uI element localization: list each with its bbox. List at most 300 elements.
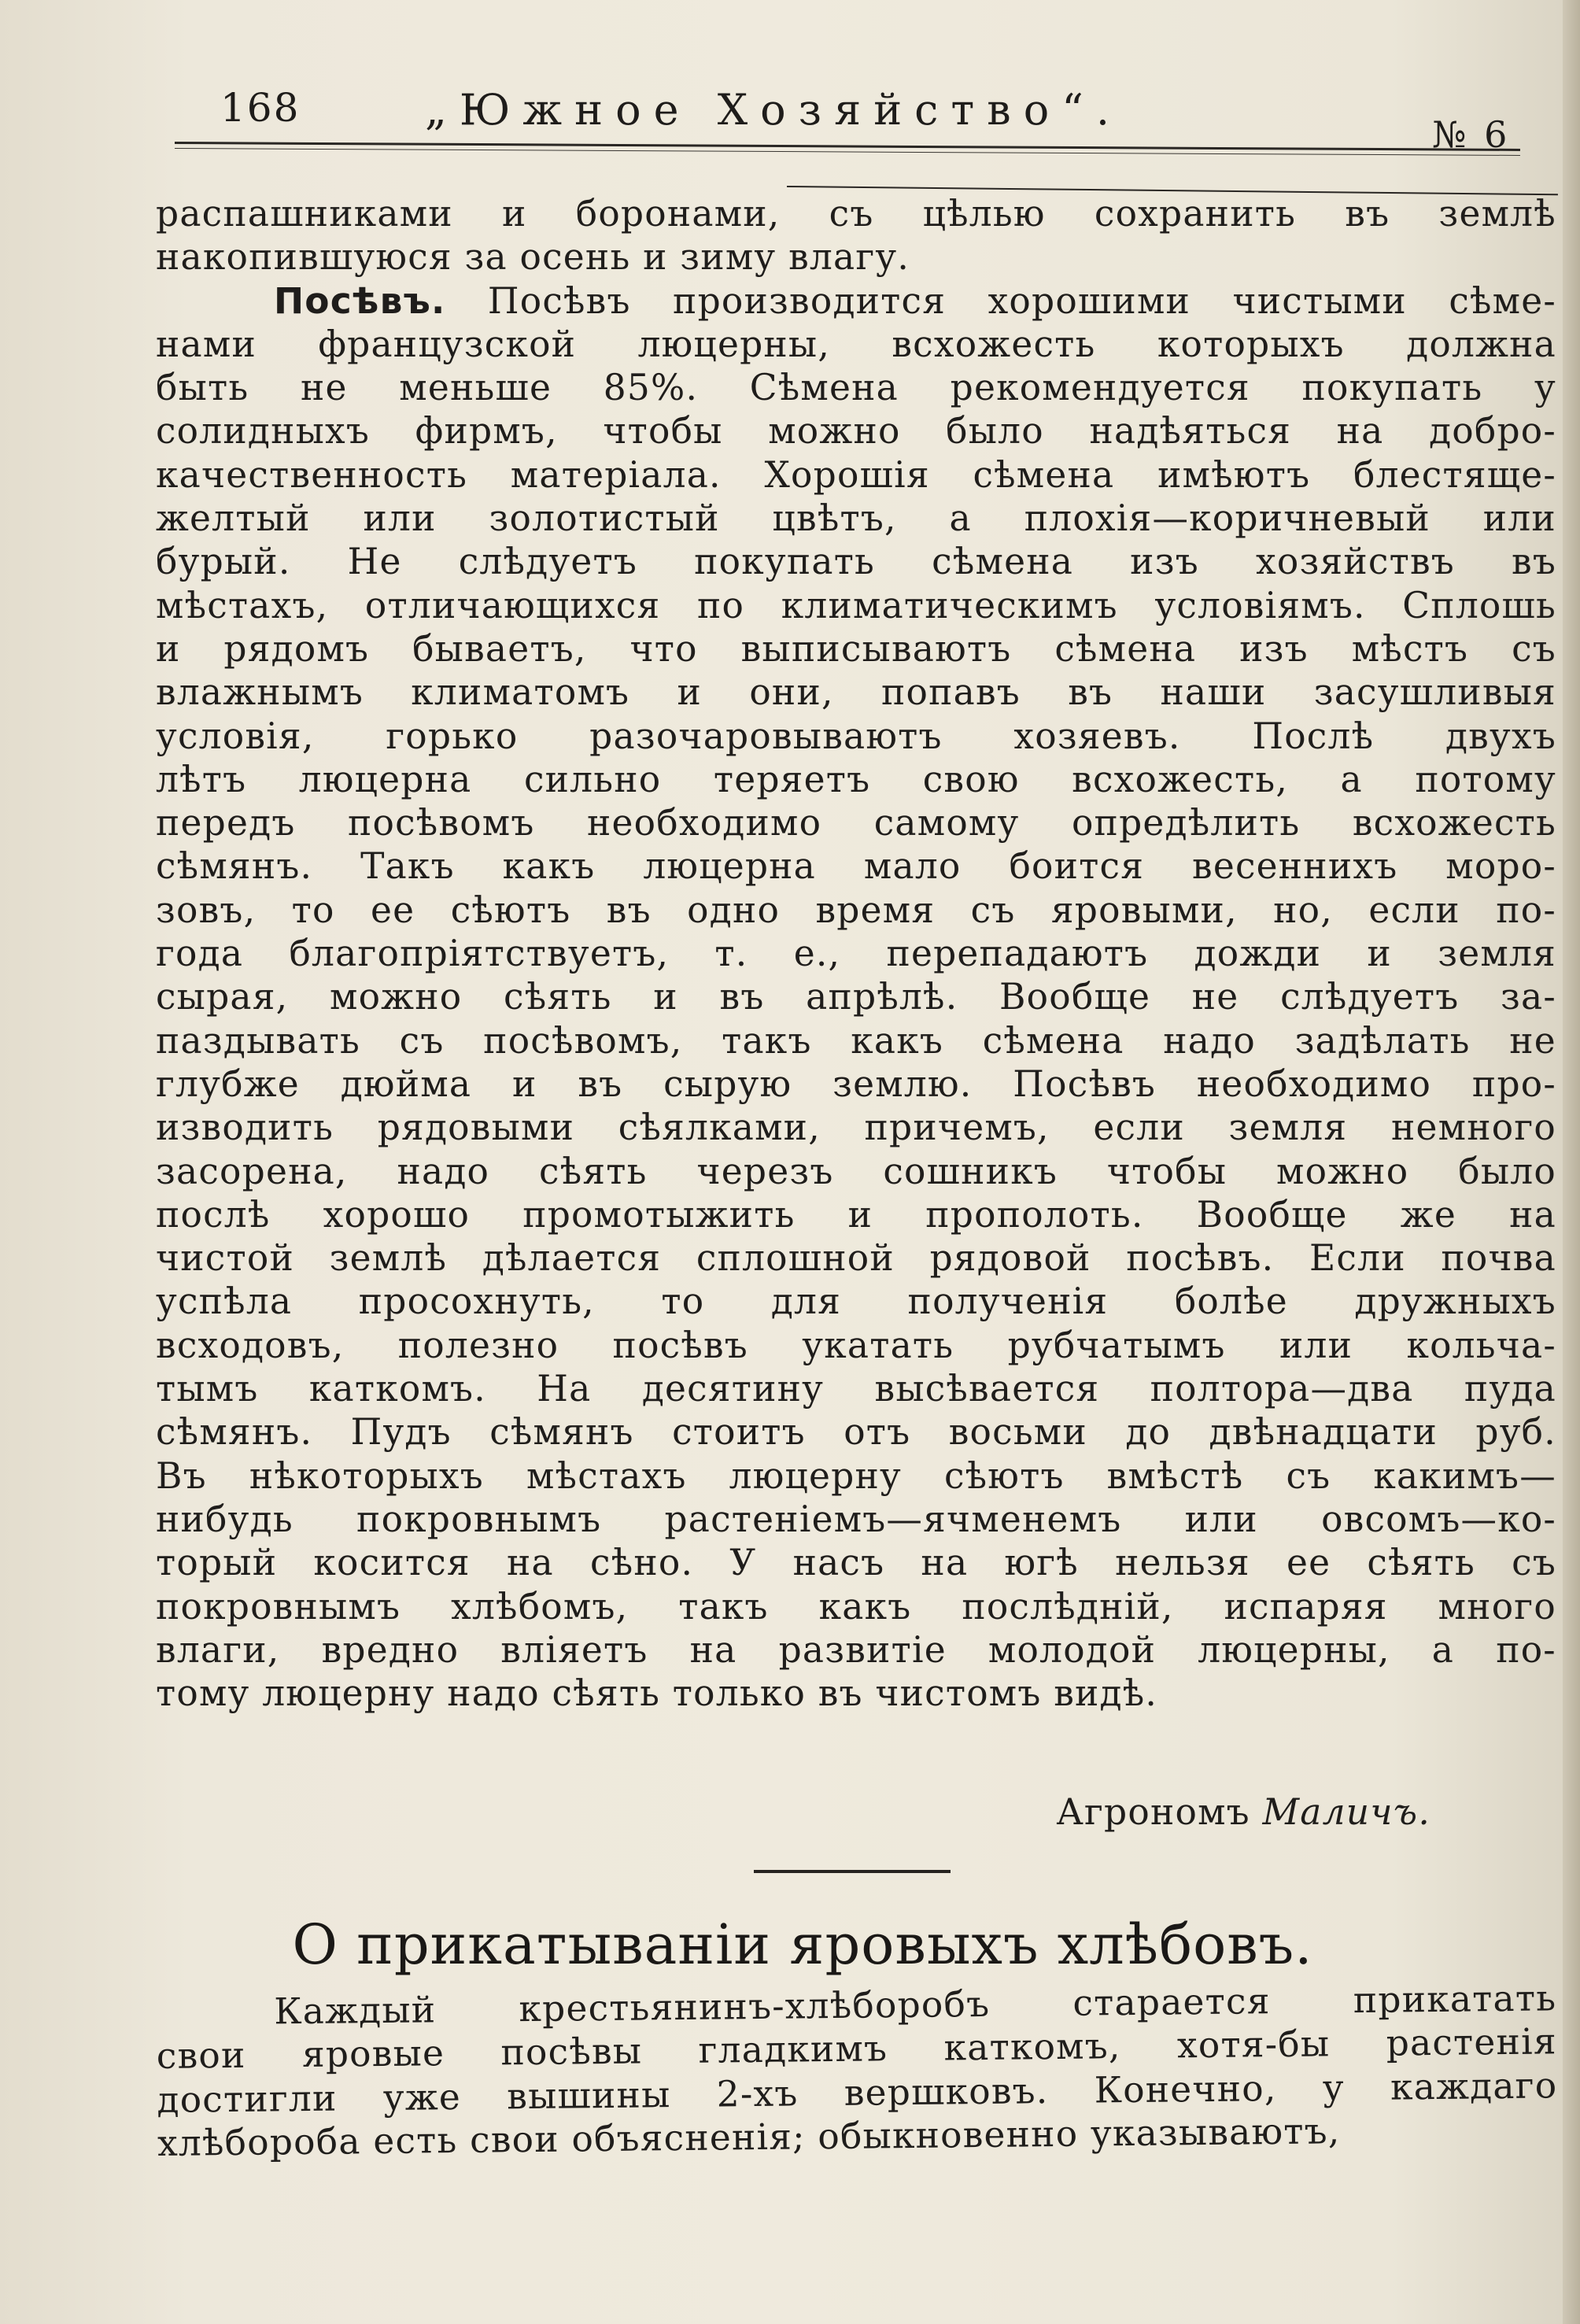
word: а (949, 497, 972, 540)
word: можно (1276, 1150, 1409, 1192)
word: хорошими (988, 279, 1191, 322)
word: люцерна (298, 758, 472, 800)
word: по- (1496, 889, 1556, 931)
word: не (1191, 976, 1239, 1018)
word: свою (922, 758, 1020, 800)
word: что (629, 627, 698, 670)
word: теряетъ (713, 758, 871, 800)
word: матеріала. (510, 453, 722, 496)
word: въ (1345, 193, 1390, 235)
text-line (156, 279, 1556, 323)
text-line (156, 1193, 1556, 1236)
word: такъ (722, 1019, 812, 1062)
word: зовъ, (156, 889, 257, 931)
word: сѣмянъ. (156, 1411, 313, 1454)
word: у (1322, 2066, 1346, 2109)
section-title: О прикатываніи яровыхъ хлѣбовъ. (292, 1912, 1313, 1977)
word: вершковъ. (844, 2069, 1049, 2114)
word: съ (970, 889, 1016, 931)
word: дюйма (340, 1062, 472, 1105)
word: ее (1286, 1542, 1331, 1584)
word: должна (1406, 323, 1556, 365)
word: послѣдній, (962, 1585, 1174, 1628)
word: съ (829, 193, 874, 235)
word: ее (371, 889, 415, 931)
word: крестьянинъ-хлѣборобъ (519, 1982, 991, 2030)
word: цвѣтъ, (772, 497, 897, 540)
word: съ (1512, 627, 1556, 670)
word: надо (447, 1672, 552, 1715)
word: въ (719, 976, 765, 1018)
word: чтобы (1106, 1150, 1227, 1192)
word: мѣстахъ (526, 1454, 687, 1497)
word: блестяще- (1353, 453, 1556, 496)
section-divider (754, 1870, 951, 1873)
word: необходимо (1196, 1062, 1432, 1105)
word: торый (156, 1542, 278, 1584)
word: люцерну (729, 1454, 902, 1497)
text-line (156, 1628, 1556, 1672)
word: попавъ (880, 671, 1021, 714)
word: на (506, 1542, 554, 1584)
text-line (156, 975, 1556, 1018)
word: быть (156, 367, 249, 409)
word: много (1438, 1585, 1556, 1628)
word: люцерны, (637, 323, 830, 365)
word: руб. (1475, 1411, 1556, 1454)
word: и (643, 236, 681, 279)
word: дожди (1194, 933, 1322, 975)
word: бываетъ, (412, 627, 587, 670)
text-line (156, 1236, 1556, 1280)
word: производится (673, 279, 947, 322)
word: передъ (156, 802, 296, 844)
issue-number: № 6 (1432, 113, 1511, 156)
word: нами (156, 323, 257, 365)
word: вышины (506, 2073, 671, 2117)
word: если (1093, 1107, 1185, 1149)
word: паздывать (156, 1019, 360, 1062)
word: влаги, (156, 1628, 280, 1671)
word: цѣлью (922, 193, 1046, 235)
word: сохранить (1094, 193, 1297, 235)
word: Каждый (274, 1989, 437, 2033)
word: сѣмянъ. (156, 845, 313, 888)
text-line (156, 801, 1556, 844)
word: плохія—коричневый (1024, 497, 1430, 540)
word: а (1340, 758, 1363, 800)
word: добро- (1429, 410, 1556, 453)
word: вліяетъ (500, 1628, 648, 1671)
word: овсомъ—ко- (1321, 1498, 1556, 1540)
word: двѣнадцати (1209, 1411, 1438, 1454)
word: рубчатымъ (1007, 1324, 1226, 1366)
word: которыхъ (1157, 323, 1345, 365)
word: люцерны, (1198, 1628, 1390, 1671)
text-line (156, 540, 1556, 583)
word: Не (347, 541, 402, 583)
word: сѣмянъ (489, 1411, 634, 1454)
word: рядовыми (377, 1107, 575, 1149)
word: болѣе (1174, 1280, 1288, 1323)
word: уже (382, 2075, 462, 2119)
text-line (156, 1410, 1556, 1454)
word: слѣдуетъ (1280, 976, 1460, 1018)
word: можно (330, 976, 463, 1018)
word: по (697, 584, 745, 626)
word: сѣно. (590, 1542, 694, 1584)
word: свои (469, 2118, 572, 2161)
text-line (156, 366, 1556, 409)
word: нельзя (1115, 1542, 1250, 1584)
word: мѣстахъ, (156, 584, 329, 626)
word: хозяевъ. (1013, 715, 1181, 757)
word: весеннихъ (1192, 845, 1398, 888)
word: черезъ (696, 1150, 834, 1192)
word: сѣме- (1449, 279, 1556, 322)
word: съ (399, 1019, 445, 1062)
word: лѣтъ (156, 758, 247, 800)
word: хотя-бы (1176, 2023, 1331, 2067)
word: въ (578, 1062, 623, 1105)
word: Хорошія (764, 453, 930, 496)
word: одно (687, 889, 781, 931)
word: Послѣ (1252, 715, 1375, 757)
word: полезно (397, 1324, 559, 1366)
word: задѣлать (1294, 1019, 1471, 1062)
word: 2-хъ (716, 2072, 799, 2115)
word: въ (606, 889, 652, 931)
word: условіямъ. (1154, 584, 1366, 626)
word: каждаго (1390, 2064, 1558, 2108)
text-line (156, 584, 1556, 627)
word: рядовой (929, 1237, 1091, 1280)
word: и (156, 627, 181, 670)
word: съ (1286, 1454, 1331, 1497)
word: сѣмена (973, 453, 1115, 496)
word: е., (793, 933, 841, 975)
word: и (512, 1062, 537, 1105)
run-in-heading: Посѣвъ. (274, 279, 446, 322)
word: качественность (156, 453, 468, 496)
word: или (1279, 1324, 1353, 1366)
word: землѣ (1438, 193, 1556, 235)
word: слѣдуетъ (458, 541, 637, 583)
word: то (661, 1280, 705, 1323)
word: фирмъ, (415, 410, 558, 453)
word: двухъ (1445, 715, 1556, 757)
word: апрѣлѣ. (806, 976, 958, 1018)
word: гладкимъ (698, 2027, 888, 2072)
word: люцерна (643, 845, 816, 888)
word: меньше (399, 367, 552, 409)
word: дѣлается (482, 1237, 662, 1280)
word: развитіе (778, 1628, 947, 1671)
word: каткомъ, (943, 2025, 1121, 2069)
text-line (156, 1280, 1556, 1323)
word: и (653, 976, 678, 1018)
word: старается (1072, 1980, 1271, 2024)
word: про- (1471, 1062, 1556, 1105)
word: тому (156, 1672, 263, 1715)
word: потому (1415, 758, 1556, 800)
word: всхожесть (892, 323, 1096, 365)
word: косится (313, 1542, 471, 1584)
word: сѣютъ (450, 889, 571, 931)
word: разочаровываютъ (589, 715, 943, 757)
word: то (291, 889, 335, 931)
word: благопріятствуетъ, (289, 933, 670, 975)
word: по- (1496, 1628, 1556, 1671)
word: на (921, 1542, 969, 1584)
word: же (1400, 1193, 1456, 1236)
word: послѣ (156, 1193, 271, 1236)
text-line (156, 889, 1556, 932)
word: чистомъ (875, 1672, 1054, 1715)
word: указываютъ, (1090, 2110, 1341, 2155)
word: Пудъ (350, 1411, 452, 1454)
word: и (1367, 933, 1392, 975)
word: солидныхъ (156, 410, 371, 453)
word: восьми (948, 1411, 1087, 1454)
word: французской (318, 323, 577, 365)
word: нѣкоторыхъ (249, 1454, 484, 1497)
word: или (1482, 497, 1556, 540)
word: стоитъ (672, 1411, 806, 1454)
word: яровыми, (1050, 889, 1238, 931)
word: въ (1068, 671, 1113, 714)
word: зиму (680, 236, 789, 279)
word: кольча- (1406, 1324, 1556, 1366)
word: Сплошь (1402, 584, 1556, 626)
word: и (677, 671, 703, 714)
word: тымъ (156, 1368, 259, 1410)
word: У (729, 1542, 757, 1584)
word: не (1509, 1019, 1556, 1062)
word: испаряя (1224, 1585, 1388, 1628)
word: всходовъ, (156, 1324, 345, 1366)
text-line (156, 1019, 1556, 1062)
text-line (156, 671, 1556, 714)
word: хлѣбомъ, (451, 1585, 629, 1628)
word: хорошо (323, 1193, 471, 1236)
word: такъ (678, 1585, 769, 1628)
article-body (156, 192, 1556, 1715)
text-line (156, 1062, 1556, 1106)
word: покупать (694, 541, 876, 583)
word: земля (1228, 1107, 1348, 1149)
word: промотыжить (522, 1193, 796, 1236)
text-line (156, 844, 1556, 888)
word: осень (519, 236, 644, 279)
word: посѣвъ. (1126, 1237, 1275, 1280)
word: сплошной (696, 1237, 895, 1280)
word: насъ (792, 1542, 885, 1584)
word: десятину (641, 1368, 825, 1410)
word: покровнымъ (156, 1585, 401, 1628)
word: въ (818, 1672, 876, 1715)
text-line (156, 409, 1556, 453)
word: Посѣвъ (1013, 1062, 1157, 1105)
word: причемъ, (864, 1107, 1050, 1149)
word: до (1125, 1411, 1172, 1454)
word: отличающихся (364, 584, 661, 626)
word: молодой (988, 1628, 1157, 1671)
word: надѣяться (1089, 410, 1292, 453)
word: бурый. (156, 541, 291, 583)
journal-title: „Южное Хозяйство“. (425, 85, 1122, 135)
word: сѣялками, (618, 1107, 821, 1149)
word: 85%. (603, 367, 699, 409)
word: только (672, 1672, 818, 1715)
word: сѣмена (932, 541, 1074, 583)
text-line (156, 497, 1556, 540)
word: полтора—два (1150, 1368, 1414, 1410)
word: опредѣлить (1071, 802, 1301, 844)
word: видѣ. (1054, 1672, 1158, 1715)
text-line (156, 1150, 1556, 1193)
word: просохнуть, (358, 1280, 595, 1323)
word: посѣвомъ (347, 802, 535, 844)
text-line (156, 1367, 1556, 1410)
text-line (156, 932, 1556, 975)
word: было (946, 410, 1044, 453)
word: сырая, (156, 976, 289, 1018)
word: яровые (301, 2032, 445, 2076)
word: сѣять (539, 1150, 648, 1192)
word: если (1368, 889, 1460, 931)
word: изъ (1130, 541, 1199, 583)
word: или (1184, 1498, 1258, 1540)
word: растеніемъ—ячменемъ (664, 1498, 1122, 1540)
word: люцерну (262, 1672, 448, 1715)
signature-prefix: Агрономъ (1056, 1791, 1250, 1833)
text-line (156, 1672, 1556, 1715)
word: достигли (157, 2077, 338, 2121)
word: но, (1273, 889, 1333, 931)
word: сѣмена (982, 1019, 1124, 1062)
word: на (689, 1628, 737, 1671)
word: почва (1441, 1237, 1556, 1280)
word: надо (1163, 1019, 1256, 1062)
word: объясненія; (571, 2115, 818, 2160)
word: года (156, 933, 244, 975)
word: вмѣстѣ (1106, 1454, 1244, 1497)
word: хозяйствъ (1255, 541, 1455, 583)
word: Если (1309, 1237, 1406, 1280)
word: посѣвы (500, 2030, 643, 2074)
word: Сѣмена (749, 367, 899, 409)
word: условія, (156, 715, 315, 757)
word: самому (873, 802, 1020, 844)
word: хлѣбороба (157, 2120, 374, 2164)
word: сѣмена (1054, 627, 1197, 670)
text-line (156, 1498, 1556, 1541)
word: покупать (1301, 367, 1483, 409)
word: Въ (156, 1454, 207, 1497)
word: чистой (156, 1237, 294, 1280)
word: влажнымъ (156, 671, 364, 714)
text-line (156, 1454, 1556, 1498)
word: сѣютъ (943, 1454, 1065, 1497)
signature-name: Маличъ. (1262, 1791, 1430, 1833)
word: каткомъ. (308, 1368, 486, 1410)
word: покровнымъ (356, 1498, 602, 1540)
word: обыкновенно (818, 2112, 1091, 2158)
word: прикатать (1353, 1977, 1557, 2022)
word: или (363, 497, 437, 540)
word: за- (1501, 976, 1556, 1018)
word: югѣ (1004, 1542, 1079, 1584)
word: сѣять (504, 976, 612, 1018)
text-line (156, 1541, 1556, 1584)
word: золотистый (489, 497, 720, 540)
text-line (156, 323, 1556, 366)
word: укатать (802, 1324, 954, 1366)
word: для (770, 1280, 842, 1323)
text-line (156, 627, 1556, 671)
word: вредно (321, 1628, 460, 1671)
word: какимъ— (1373, 1454, 1556, 1497)
section-body (156, 1976, 1558, 2165)
word: есть (373, 2119, 471, 2163)
word: влагу. (788, 236, 910, 279)
word: рядомъ (223, 627, 370, 670)
word: Вообще (1196, 1193, 1348, 1236)
word: климатомъ (411, 671, 630, 714)
word: землѣ (329, 1237, 448, 1280)
word: надо (397, 1150, 490, 1192)
word: земля (1438, 933, 1556, 975)
word: Конечно, (1094, 2067, 1277, 2112)
word: т. (714, 933, 748, 975)
word: растенія (1386, 2020, 1557, 2064)
word: сырую (663, 1062, 792, 1105)
word: изводить (156, 1107, 334, 1149)
word: На (537, 1368, 592, 1410)
word: сильно (523, 758, 662, 800)
word: полученія (907, 1280, 1109, 1323)
text-line (156, 1324, 1556, 1367)
word: накопившуюся (156, 236, 465, 279)
word: чтобы (603, 410, 723, 453)
word: посѣвомъ, (483, 1019, 683, 1062)
text-line (156, 235, 1556, 279)
word: можно (768, 410, 901, 453)
word: всхожесть, (1072, 758, 1288, 800)
word: а (1431, 1628, 1455, 1671)
word: у (1534, 367, 1556, 409)
word: мѣстъ (1351, 627, 1469, 670)
word: наши (1160, 671, 1267, 714)
word: климатическимъ (781, 584, 1118, 626)
word: и (502, 193, 527, 235)
word: сѣять (552, 1672, 673, 1715)
word: Такъ (360, 845, 455, 888)
word: высѣвается (874, 1368, 1100, 1410)
word: немного (1390, 1107, 1556, 1149)
word: и (847, 1193, 873, 1236)
word: глубже (156, 1062, 300, 1105)
word: горько (386, 715, 519, 757)
word: имѣютъ (1157, 453, 1311, 496)
word: землю. (832, 1062, 973, 1105)
word: Вообще (999, 976, 1151, 1018)
word: посѣвъ (612, 1324, 748, 1366)
text-line (156, 453, 1556, 497)
word: какъ (818, 1585, 912, 1628)
word: не (300, 367, 348, 409)
